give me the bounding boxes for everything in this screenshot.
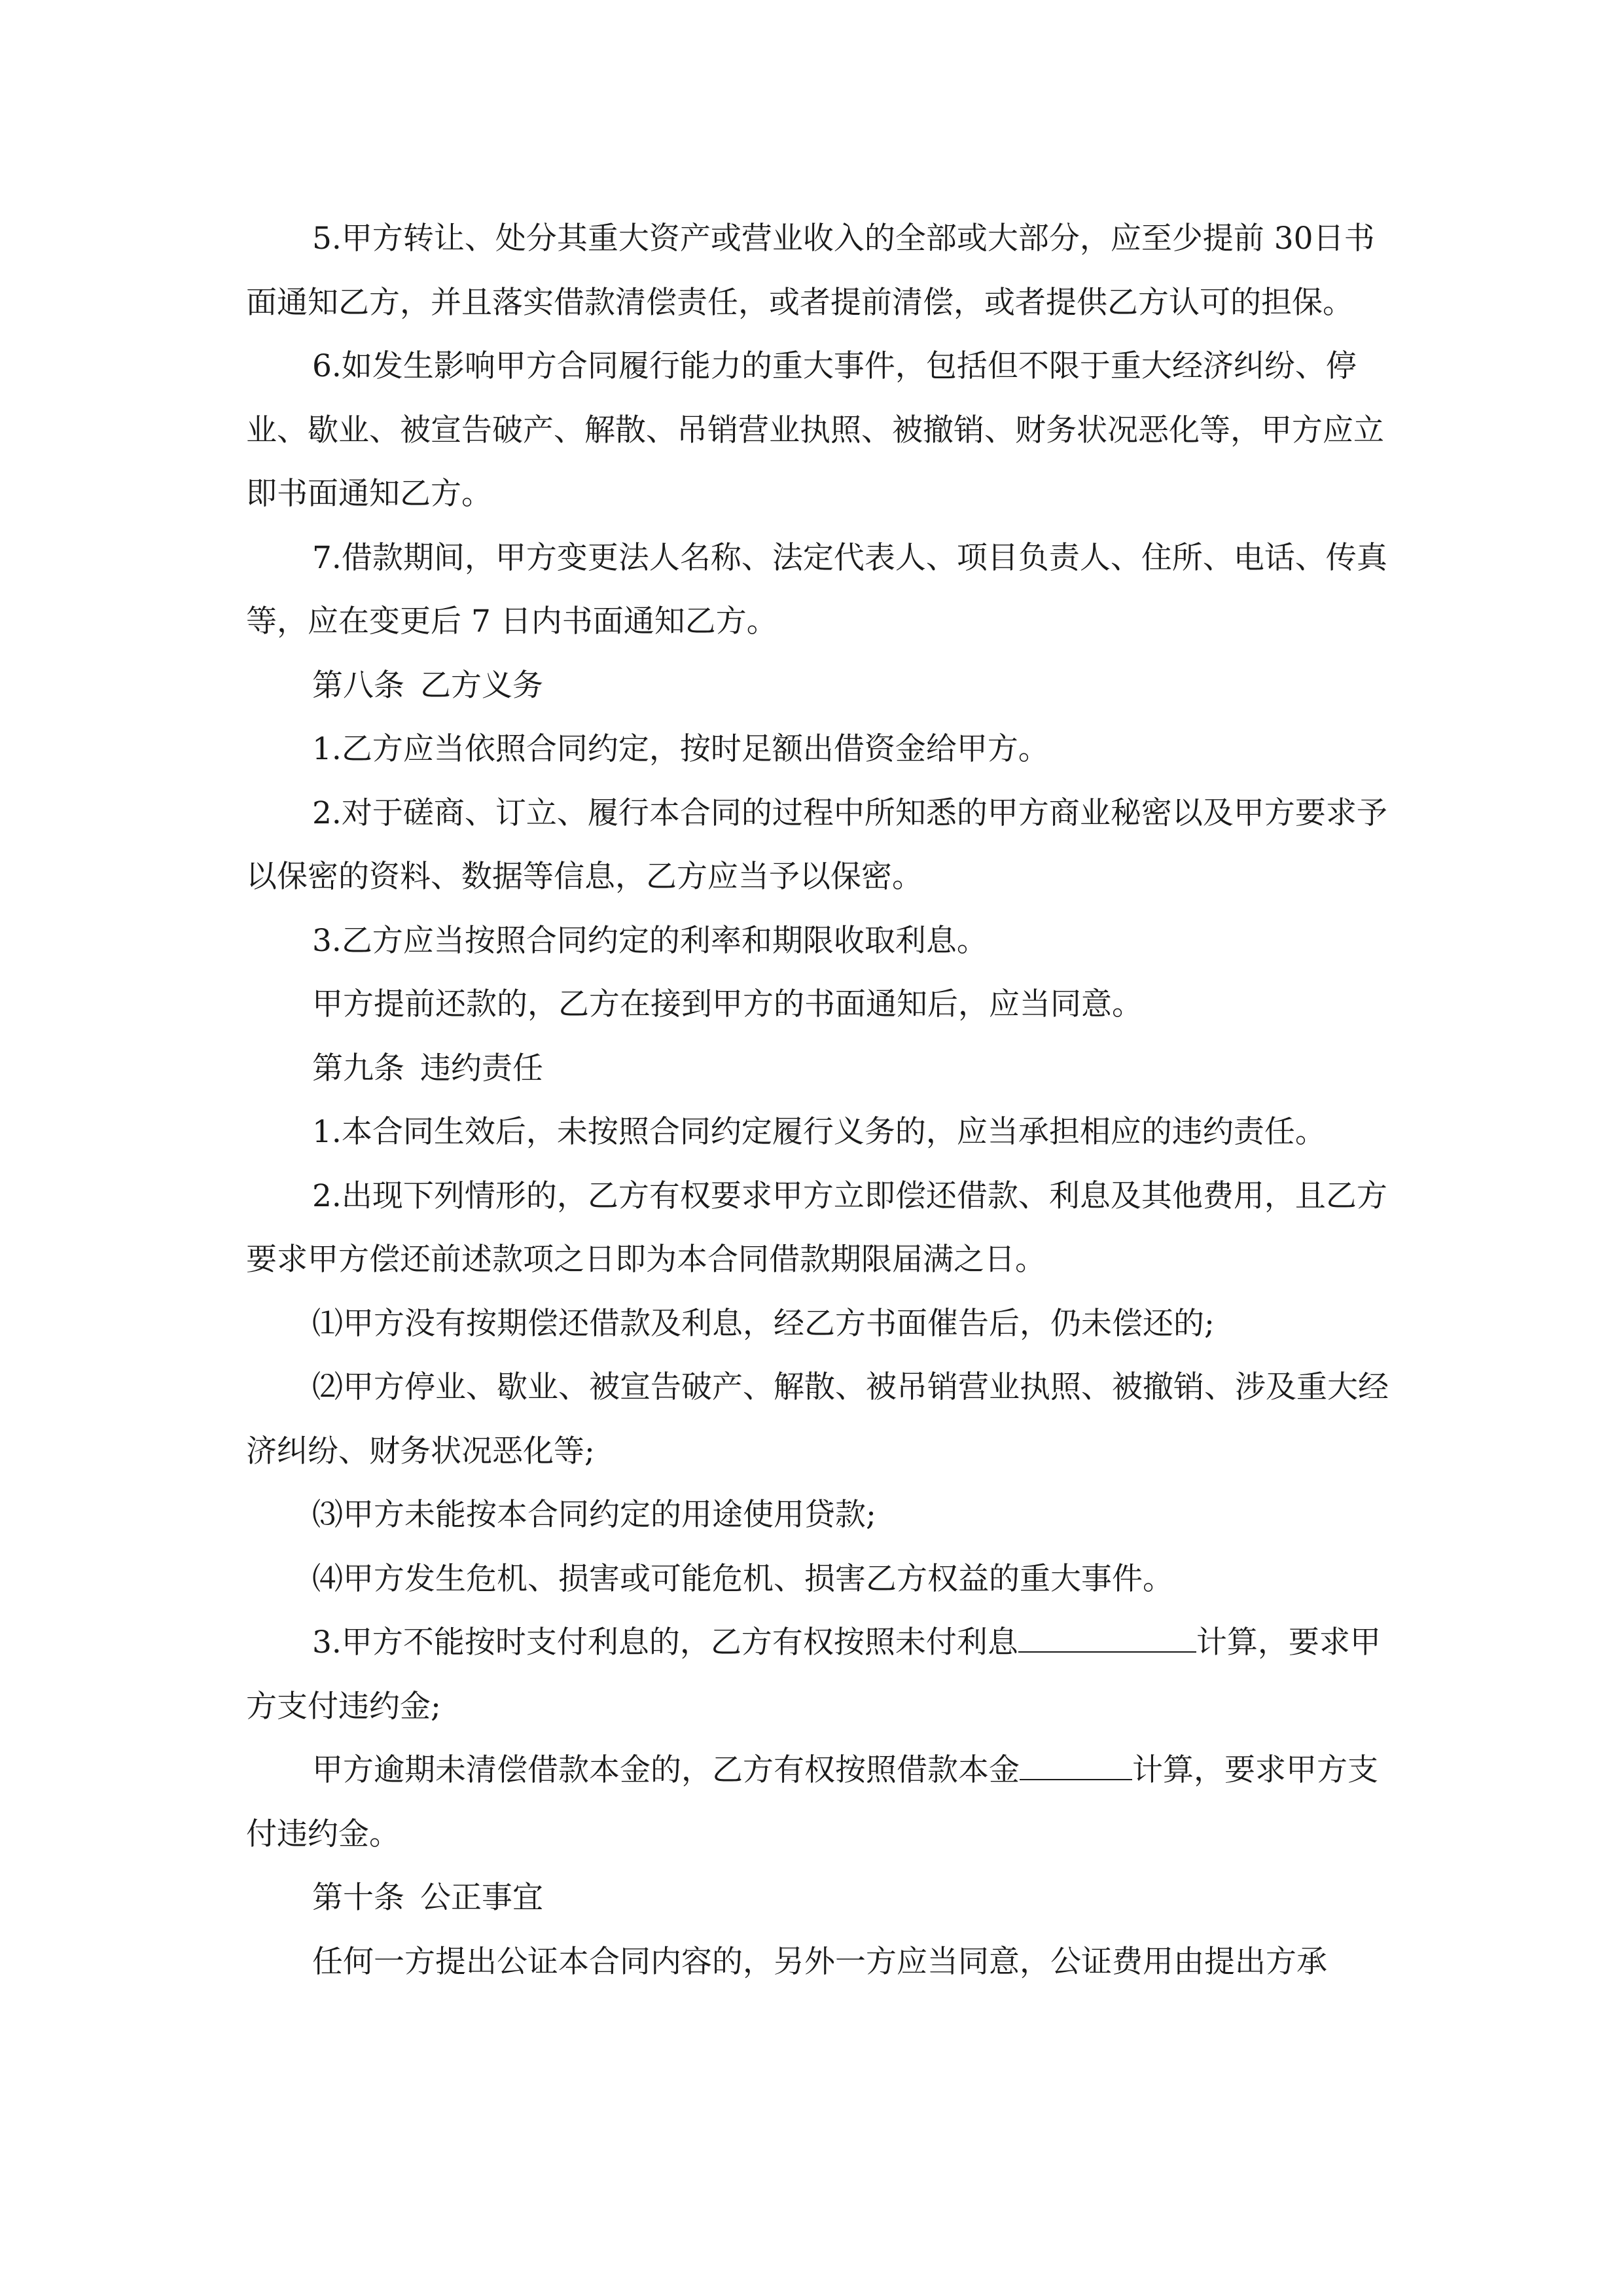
sub-clause-paragraph: ⑴甲方没有按期偿还借款及利息，经乙方书面催告后，仍未偿还的; [312,1305,1215,1342]
clause-paragraph: 任何一方提出公证本合同内容的，另外一方应当同意，公证费用由提出方承 [312,1943,1327,1980]
article-heading [246,1037,1398,1101]
document-body [246,207,1398,1994]
clause-paragraph: 7.借款期间，甲方变更法人名称、法定代表人、项目负责人、住所、电话、传真等，应在变更后 7 日内书面通知乙方。 [246,539,1387,639]
clause-paragraph: 6.如发生影响甲方合同履行能力的重大事件，包括但不限于重大经济纠纷、停业、歇业、被宣告破产、解散、吊销营业执照、被撤销、财务状况恶化等，甲方应立即书面通知乙方。 [246,348,1384,512]
clause-paragraph-with-blank [246,1738,1398,1866]
clause-text-after-blank: 计算，要求甲方支付违约金。 [246,1752,1378,1852]
clause-paragraph: 2.出现下列情形的，乙方有权要求甲方立即偿还借款、利息及其他费用，且乙方要求甲方偿还前述款项之日即为本合同借款期限届满之日。 [246,1177,1387,1278]
article-number: 第十条 [312,1880,404,1916]
article-number: 第八条 [312,667,404,704]
fill-in-blank [1018,1625,1196,1653]
article-title: 乙方义务 [420,667,543,704]
clause-paragraph: 甲方提前还款的，乙方在接到甲方的书面通知后，应当同意。 [312,986,1143,1022]
clause-text-before-blank: 3.甲方不能按时支付利息的，乙方有权按照未付利息 [312,1624,1018,1660]
clause-paragraph: 3.乙方应当按照合同约定的利率和期限收取利息。 [312,922,988,959]
clause-paragraph: 5.甲方转让、处分其重大资产或营业收入的全部或大部分，应至少提前 30日书面通知乙方，并且落实借款清偿责任，或者提前清偿，或者提供乙方认可的担保。 [246,221,1375,321]
article-heading [246,654,1398,718]
article-number: 第九条 [312,1050,404,1086]
sub-clause-paragraph: ⑵甲方停业、歇业、被宣告破产、解散、被吊销营业执照、被撤销、涉及重大经济纠纷、财务状况恶化等; [246,1369,1389,1469]
fill-in-blank [1020,1753,1132,1780]
sub-clause-paragraph: ⑷甲方发生危机、损害或可能危机、损害乙方权益的重大事件。 [312,1560,1173,1597]
clause-paragraph: 1.乙方应当依照合同约定，按时足额出借资金给甲方。 [312,731,1049,767]
sub-clause-paragraph: ⑶甲方未能按本合同约定的用途使用贷款; [312,1497,876,1533]
clause-paragraph: 1.本合同生效后，未按照合同约定履行义务的，应当承担相应的违约责任。 [312,1114,1326,1150]
article-title: 违约责任 [420,1050,543,1086]
clause-text-before-blank: 甲方逾期未清偿借款本金的，乙方有权按照借款本金 [312,1752,1020,1788]
article-title: 公正事宜 [420,1880,543,1916]
clause-text-after-blank: 计算，要求甲方支付违约金; [246,1624,1381,1725]
article-heading [246,1866,1398,1930]
clause-paragraph: 2.对于磋商、订立、履行本合同的过程中所知悉的甲方商业秘密以及甲方要求予以保密的资料、数据等信息，乙方应当予以保密。 [246,795,1387,895]
clause-paragraph-with-blank [246,1611,1398,1738]
